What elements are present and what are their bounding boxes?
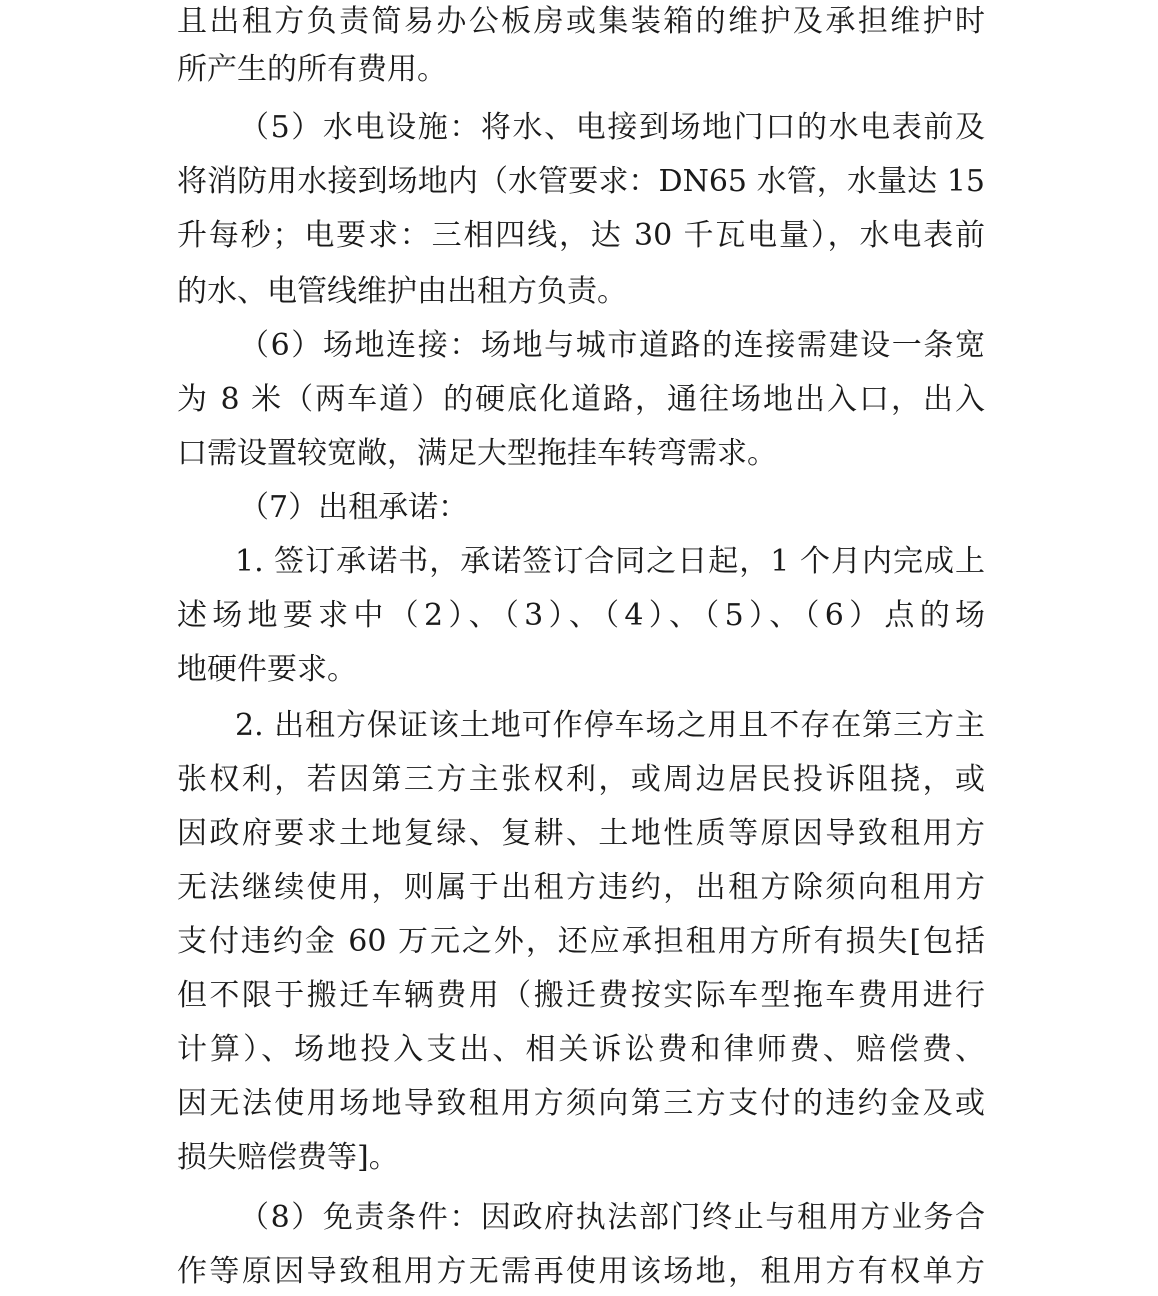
text-line-15: 张权利，若因第三方主张权利，或周边居民投诉阻挠，或 (177, 762, 985, 797)
text-line-8: 为 8 米（两车道）的硬底化道路，通往场地出入口，出入 (177, 382, 985, 417)
text-line-22: 损失赔偿费等]。 (177, 1140, 399, 1175)
text-line-5: 升每秒；电要求：三相四线，达 30 千瓦电量），水电表前 (177, 218, 985, 253)
item-2-start: 2. 出租方保证该土地可作停车场之用且不存在第三方主 (235, 708, 985, 743)
paragraph-6-start: （6）场地连接：场地与城市道路的连接需建设一条宽 (239, 328, 985, 363)
text-line-12: 述场地要求中（2）、（3）、（4）、（5）、（6）点的场 (177, 598, 985, 633)
text-line-6: 的水、电管线维护由出租方负责。 (177, 274, 627, 309)
text-line-18: 支付违约金 60 万元之外，还应承担租用方所有损失[包括 (177, 924, 985, 959)
text-line-13: 地硬件要求。 (177, 652, 357, 687)
text-line-20: 计算）、场地投入支出、相关诉讼费和律师费、赔偿费、 (177, 1032, 985, 1067)
paragraph-5-start: （5）水电设施：将水、电接到场地门口的水电表前及 (239, 110, 985, 145)
text-line-17: 无法继续使用，则属于出租方违约，出租方除须向租用方 (177, 870, 985, 905)
text-line-1: 且出租方负责简易办公板房或集装箱的维护及承担维护时 (177, 4, 985, 39)
text-line-9: 口需设置较宽敞，满足大型拖挂车转弯需求。 (177, 436, 777, 471)
text-line-2: 所产生的所有费用。 (177, 52, 447, 87)
item-1-start: 1. 签订承诺书，承诺签订合同之日起，1 个月内完成上 (235, 544, 985, 579)
document-page (177, 0, 985, 1296)
paragraph-7-heading: （7）出租承诺： (239, 490, 469, 525)
text-line-19: 但不限于搬迁车辆费用（搬迁费按实际车型拖车费用进行 (177, 978, 985, 1013)
paragraph-8-start: （8）免责条件：因政府执法部门终止与租用方业务合 (239, 1200, 985, 1235)
text-line-24: 作等原因导致租用方无需再使用该场地，租用方有权单方 (177, 1254, 985, 1289)
text-line-16: 因政府要求土地复绿、复耕、土地性质等原因导致租用方 (177, 816, 985, 851)
text-line-4: 将消防用水接到场地内（水管要求：DN65 水管，水量达 15 (177, 164, 985, 199)
text-line-21: 因无法使用场地导致租用方须向第三方支付的违约金及或 (177, 1086, 985, 1121)
